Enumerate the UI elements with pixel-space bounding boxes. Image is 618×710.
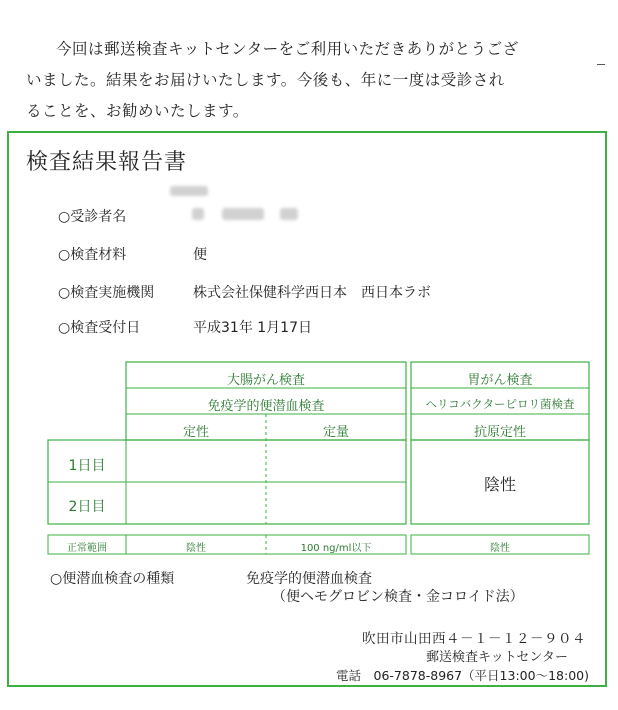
intro-line-3: ることを、お勧めいたします。 <box>26 102 249 120</box>
received-date-label: ○検査受付日 <box>58 320 141 336</box>
day2-label: 2日目 <box>68 499 106 515</box>
quantitative-header: 定量 <box>322 425 349 440</box>
material-value: 便 <box>193 247 207 263</box>
fobt-type-method: （便ヘモグロビン検査・金コロイド法） <box>272 589 524 605</box>
hpylori-header: ヘリコバクターピロリ菌検査 <box>425 397 575 411</box>
normal-qualitative: 陰性 <box>186 543 206 554</box>
fobt-header: 免疫学的便潜血検査 <box>207 399 325 414</box>
normal-range-label: 正常範囲 <box>67 543 107 554</box>
intro-line-1: 今回は郵送検査キットセンターをご利用いただきありがとうござ <box>56 40 519 58</box>
colorectal-header: 大腸がん検査 <box>226 373 305 388</box>
normal-gastric: 陰性 <box>490 543 510 554</box>
contact-name: 郵送検査キットセンター <box>426 650 568 665</box>
lab-label: ○検査実施機関 <box>58 285 155 301</box>
antibody-header: 抗原定性 <box>473 425 526 440</box>
patient-name-label: ○受診者名 <box>58 209 127 225</box>
day1-label: 1日目 <box>68 458 106 474</box>
received-date-value: 平成31年 1月17日 <box>193 320 312 336</box>
lab-value: 株式会社保健科学西日本 西日本ラボ <box>193 285 431 301</box>
contact-phone: 電話 06-7878-8967（平日13:00～18:00) <box>336 668 589 683</box>
fobt-type-value: 免疫学的便潜血検査 <box>246 571 372 587</box>
gastric-header: 胃がん検査 <box>467 373 533 388</box>
material-label: ○検査材料 <box>58 247 127 263</box>
normal-quantitative: 100 ng/ml以下 <box>300 543 372 554</box>
qualitative-header: 定性 <box>182 425 209 440</box>
report-title: 検査結果報告書 <box>26 150 188 175</box>
intro-line-2: いました。結果をお届けいたします。今後も、年に一度は受診され <box>26 71 505 89</box>
contact-address: 吹田市山田西４－１－１２－９０４ <box>362 631 586 647</box>
fobt-type-label: ○便潜血検査の種類 <box>50 571 175 587</box>
gastric-result: 陰性 <box>483 475 516 494</box>
